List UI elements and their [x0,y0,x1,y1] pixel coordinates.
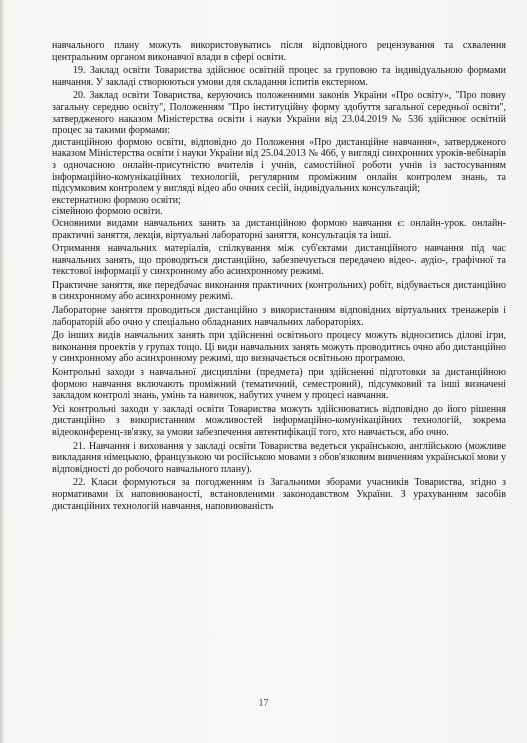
page-number: 17 [258,698,269,709]
paragraph-practical: Практичне заняття, яке передбачає виконання практичних (контрольних) робіт, відбувається дистанційно в синхронному або асинхронному режимі. [52,279,506,303]
paragraph-control-measures: Контрольні заходи з навчальної дисципліни (предмета) при здійсненні підготовки за дистанційною формою навчання включають проміжний (тематичний, семестровий), підсумковий та інші визначені закладом контролі знань, умінь та навичок, набутих учнем у процесі навчання. [52,367,506,402]
paragraph-19: 19. Заклад освіти Товариства здійснює освітній процес за груповою та індивідуальною формами навчання. У закладі створюються умови для складання іспитів екстерном. [52,65,506,88]
paragraph-laboratory: Лабораторне заняття проводиться дистанційно з використанням відповідних віртуальних тренажерів і лабораторій або очно у спеціально обладнаних навчальних лабораторіях. [52,305,506,328]
binding-shadow [0,0,4,743]
paragraph-continuation: навчального плану можуть використовуватись після відповідного рецензування та схвалення центральним органом виконавчої влади в сфері освіти. [52,40,506,63]
paragraph-distance-form: дистанційною формою освіти, відповідно до Положення «Про дистанційне навчання», затвердженого наказом Міністерства освіти і науки України від 25.04.2013 № 466, у вигляді синхронних уроків-вебінарів з одночасною онлайн-присутністю вчителів і учнів, самостійної роботи учнів із застосуванням інформаційно-комунікаційних технологій, регулярним проміжним онлайн контролем знань, та підсумковим контролем у вигляді відео або очних сесій, індивідуальних консультацій; [52,136,506,195]
paragraph-22: 22. Класи формуються за погодженням із Загальними зборами учасників Товариства, згідно з нормативами їх наповнюваності, встановленими законодавством України. З урахуванням засобів дистанційних технологій навчання, наповнюваність [52,477,506,512]
paragraph-20: 20. Заклад освіти Товариства, керуючись положеннями законів України «Про освіту», "Про повну загальну середню освіту", Положенням "Про інституційну форму здобуття загальної середньої освіти", затвердженого наказом Міністерства освіти і науки України від 23.04.2019 № 536 здійснює освітній процес за такими формами: [52,90,506,137]
paragraph-21: 21. Навчання і виховання у закладі освіти Товариства ведеться українською, англійською (можливе викладання німецькою, французькою чи російською мовами з обов'язковим вивченням української мови у відповідності до робочого навчального плану). [52,440,506,475]
paragraph-remote-control: Усі контрольні заходи у закладі освіти Товариства можуть здійснюватись відповідно до його рішення дистанційно з використанням можливостей інформаційно-комунікаційних технологій, зокрема відеоконференц-зв'язку, за умови забезпечення автентифікації того, хто навчається, або очно. [52,403,506,438]
paragraph-family-form: сімейною формою освіти. [52,206,163,218]
document-body [52,40,506,514]
paragraph-materials: Отримання навчальних матеріалів, спілкування між суб'єктами дистанційного навчання під час навчальних занять, що проводяться дистанційно, забезпечується передачею відео-. аудіо-, графічної та текстової інформації у синхронному або асинхронному режимі. [52,243,506,278]
paragraph-external-form: екстернатною формою освіти; [52,194,181,206]
paragraph-other-activities: До інших видів навчальних занять при здійсненні освітнього процесу можуть відноситись ділові ігри, виконання проектів у групах тощо. Ці види навчальних занять можуть проводитись очно або дистанційно у синхронному або асинхронному режимі, що визначається освітньою програмою. [52,330,506,365]
paragraph-main-activities: Основними видами навчальних занять за дистанційною формою навчання є: онлайн-урок. онлайн-практичні заняття, лекція, віртуальні лабораторні заняття, консультація та інші. [52,217,506,241]
